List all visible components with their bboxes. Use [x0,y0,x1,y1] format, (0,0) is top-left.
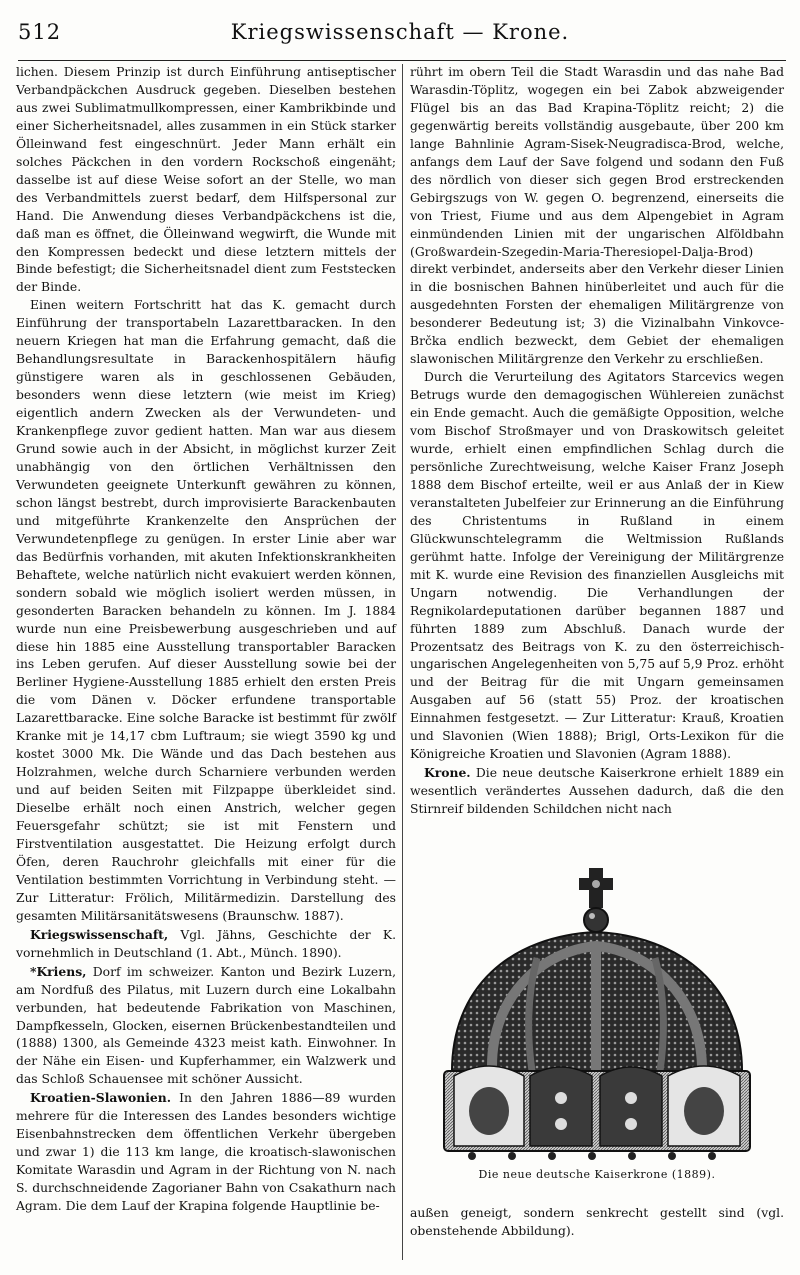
entry-text: In den Jahren 1886—89 wurden mehrere für die Interessen des Landes besonders wichtige Eisenbahnstrecken dem öffentlichen Verkehr übergeben und zwar 1) die 113 km lange, die kroatisch-slawonischen Komitate Warasdin und Agram in der Richtung von N. nach S. durchschneidende Zagorianer Bahn von Csakathurn nach Agram. Die dem Lauf der Krapina folgende Hauptlinie be- [16,1091,396,1214]
page-header [18,20,782,50]
column-divider [402,64,403,1260]
paragraph: Einen weitern Fortschritt hat das K. gemacht durch Einführung der transportabeln Lazarettbaracken. In den neuern Kriegen hat man die Erfahrung gemacht, daß die Behandlungsresultate in Barackenhospitälern häufig günstigere waren als in geschlossenen Gebäuden, besonders wenn diese letztern (wie meist im Krieg) eigentlich andern Zwecken als der Verwundeten- und Krankenpflege zuvor gedient hatten. Man war aus diesem Grund sowie auch in der Absicht, in möglichst kurzer Zeit unabhängig von den örtlichen Verhältnissen den Verwundeten geeignete Unterkunft gewähren zu können, schon längst bestrebt, durch improvisierte Barackenbauten und mitgeführte Krankenzelte den Ansprüchen der Verwundetenpflege zu genügen. In erster Linie aber war das Bedürfnis vorhanden, mit akuten Infektionskrankheiten Behaftete, welche natürlich nicht evakuiert werden können, sondern sobald wie möglich isoliert werden müssen, in gesonderten Baracken behandeln zu können. Im J. 1884 wurde nun eine Preisbewerbung ausgeschrieben und auf diese hin 1885 eine Ausstellung transportabler Baracken ins Leben gerufen. Auf dieser Ausstellung sowie bei der Berliner Hygiene-Ausstellung 1885 erhielt den ersten Preis die vom Dänen v. Döcker erfundene transportable Lazarettbaracke. Eine solche Baracke ist bestimmt für zwölf Kranke mit je 14,17 cbm Luftraum; sie wiegt 3590 kg und kostet 3000 Mk. Die Wände und das Dach bestehen aus Holzrahmen, welche durch Scharniere verbunden werden und auf beiden Seiten mit Filzpappe überkleidet sind. Dieselbe erhält noch einen Anstrich, welcher gegen Feuersgefahr schützt; sie ist mit Fenstern und Firstventilation ausgestattet. Die Heizung erfolgt durch Öfen, deren Rauchrohr gleichfalls mit einer für die Ventilation bestimmten Vorrichtung in Verbindung steht. — Zur Litteratur: Frölich, Militärmedizin. Darstellung des gesamten Militärsanitätswesens (Braunschw. 1887). [16,298,396,923]
entry-text: Vgl. Jähns, Geschichte der K. vornehmlich in Deutschland (1. Abt., Münch. 1890). [16,927,396,960]
header-rule [18,60,786,61]
paragraph: rührt im obern Teil die Stadt Warasdin und das nahe Bad Warasdin-Töplitz, wogegen ein bei Zabok abzweigender Flügel bis an das Bad Krapina-Töplitz reicht; 2) die gegenwärtig bereits vollständig ausgebaute, über 200 km lange Bahnlinie Agram-Sisek-Neugradisca-Brod, welche, anfangs dem Lauf der Save folgend und sodann den Fuß des nördlich von dieser sich gegen Brod erstreckenden Gebirgszugs von W. gegen O. begrenzend, einerseits die von Triest, Fiume und aus dem Alpengebiet in Agram einmündenden Linien mit der ungarischen Alföldbahn (Großwardein-Szegedin-Maria-Theresiopel-Dalja-Brod) direkt verbindet, anderseits aber den Verkehr dieser Linien in die bosnischen Bahnen hinüberleitet und auch für die ausgedehnten Forsten der ehemaligen Militärgrenze von besonderer Bedeutung ist; 3) die Vizinalbahn Vinkovce-Brčka endlich bezweckt, dem Gebiet der ehemaligen slawonischen Militärgrenze den Verkehr zu erschließen. [410,65,784,367]
crown-illustration [432,866,762,1164]
paragraph: außen geneigt, sondern senkrecht gestellt sind (vgl. obenstehende Abbildung). [410,1206,784,1238]
page-number: 512 [18,20,62,44]
entry-text: Die neue deutsche Kaiserkrone erhielt 1889 ein wesentlich verändertes Aussehen dadurch, daß die den Stirnreif bildenden Schildchen nicht nach [410,766,784,817]
entry-krone [410,764,784,819]
paragraph: Durch die Verurteilung des Agitators Starcevics wegen Betrugs wurde den demagogischen Wühlereien zunächst ein Ende gemacht. Auch die gemäßigte Opposition, welche vom Bischof Stroßmayer und von Draskowitsch geleitet wurde, erhielt einen empfindlichen Schlag durch die persönliche Zurechtweisung, welche Kaiser Franz Joseph 1888 dem Bischof erteilte, weil er aus Anlaß der in Kiew veranstalteten Jubelfeier zur Erinnerung an die Einführung des Christentums in Rußland in einem Glückwunschtelegramm die Weltmission Rußlands gerühmt hatte. Infolge der Vereinigung der Militärgrenze mit K. wurde eine Revision des finanziellen Ausgleichs mit Ungarn notwendig. Die Verhandlungen der Regnikolardeputationen darüber begannen 1887 und führten 1889 zum Abschluß. Danach wurde der Prozentsatz des Beitrags von K. zu den österreichisch-ungarischen Angelegenheiten von 5,75 auf 5,9 Proz. erhöht und der Beitrag für die mit Ungarn gemeinsamen Ausgaben auf 56 (statt 55) Proz. der kroatischen Einnahmen festgesetzt. — Zur Litteratur: Krauß, Kroatien und Slavonien (Wien 1888); Brigl, Orts-Lexikon für die Königreiche Kroatien und Slavonien (Agram 1888). [410,370,784,762]
entry-headword: Krone. [424,765,471,781]
entry-headword: *Kriens, [30,963,87,979]
right-column-continuation [410,1205,784,1241]
entry-kroatien-slawonien [16,1089,396,1216]
running-title: Kriegswissenschaft — Krone. [230,20,570,44]
entry-headword: Kroatien-Slawonien. [30,1090,172,1106]
paragraph: lichen. Diesem Prinzip ist durch Einführung antiseptischer Verbandpäckchen Ausdruck gegeben. Dieselben bestehen aus zwei Sublimatmullkompressen, einer Kambrikbinde und einer Sicherheitsnadel, alles zusammen in ein Stück starker Ölleinwand fest eingeschnürt. Jeder Mann erhält ein solches Päckchen in den vordern Rockschoß eingenäht; dasselbe ist auf diese Weise sofort an der Stelle, wo man des Verbandmittels zuerst bedarf, dem Hilfspersonal zur Hand. Die Anwendung dieses Verbandpäckchens ist die, daß man es öffnet, die Ölleinwand wegwirft, die Wunde mit den Kompressen bedeckt und diese letztern mittels der Binde befestigt; die Sicherheitsnadel dient zum Feststecken der Binde. [16,65,396,295]
left-column [16,64,396,1216]
figure-caption: Die neue deutsche Kaiserkrone (1889). [478,1168,716,1181]
cross-icon [579,868,613,932]
entry-kriens [16,963,396,1090]
entry-kriegswissenschaft [16,926,396,963]
entry-headword: Kriegswissenschaft, [30,926,169,942]
right-column [410,64,784,819]
entry-text: Dorf im schweizer. Kanton und Bezirk Luzern, am Nordfuß des Pilatus, mit Luzern durch eine Lokalbahn verbunden, hat bedeutende Fabrikation von Maschinen, Dampfkesseln, Glocken, eisernen Brückenbestandteilen und (1888) 1300, als Gemeinde 4323 meist kath. Einwohner. In der Nähe ein Eisen- und Kupferhammer, ein Walzwerk und das Schloß Schauensee mit schöner Aussicht. [16,964,396,1087]
